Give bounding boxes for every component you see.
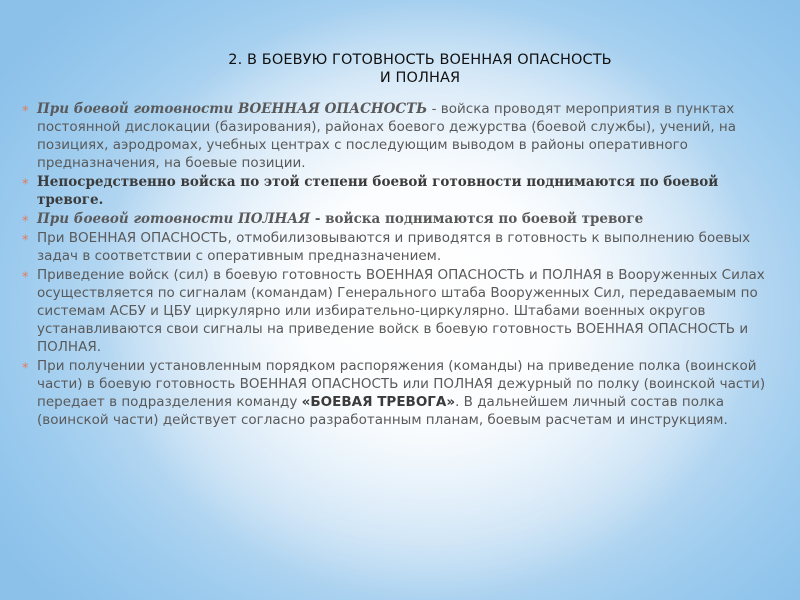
bullet-text: При ВОЕННАЯ ОПАСНОСТЬ, отмобилизовываются и приводятся в готовность к выполнению боевых задач в соответствии с оперативным предназначением. — [37, 230, 751, 264]
bullet-marker-icon: ⁎ — [22, 357, 29, 372]
bullet-marker-icon: ⁎ — [22, 266, 29, 281]
bullet-text: - войска поднимаются по боевой тревоге — [310, 211, 644, 227]
slide-title-line-2: И ПОЛНАЯ — [379, 70, 461, 86]
bullet-text: . В дальнейшем личный состав полка (воинской части) действует согласно разработанным планам, боевым расчетам и инструкциям. — [37, 394, 728, 428]
bullet-lead: При боевой готовности ВОЕННАЯ ОПАСНОСТЬ — [37, 101, 428, 117]
bullet-list — [20, 100, 786, 430]
bullet-text: Непосредственно войска по этой степени боевой готовности поднимаются по боевой тревоге. — [37, 174, 719, 208]
bullet-item — [20, 173, 786, 209]
bullet-marker-icon: ⁎ — [22, 229, 29, 244]
bullet-marker-icon: ⁎ — [22, 100, 29, 115]
slide-title-line-1: 2. В БОЕВУЮ ГОТОВНОСТЬ ВОЕННАЯ ОПАСНОСТЬ — [228, 52, 612, 68]
bullet-text: Приведение войск (сил) в боевую готовность ВОЕННАЯ ОПАСНОСТЬ и ПОЛНАЯ в Вооруженных Силах осуществляется по сигналам (командам) Генерального штаба Вооруженных Сил, передаваемым по системам АСБУ и ЦБУ циркулярно или избирательно-циркулярно. Штабами военных округов устанавливаются свои сигналы на приведение войск в боевую готовность ВОЕННАЯ ОПАСНОСТЬ и ПОЛНАЯ. — [37, 267, 765, 355]
bullet-item — [20, 100, 786, 172]
bullet-text: При получении установленным порядком распоряжения (команды) на приведение полка (воинской части) в боевую готовность ВОЕННАЯ ОПАСНОСТЬ или ПОЛНАЯ дежурный по полку (воинской части) передает в подразделения команду — [37, 358, 766, 410]
bullet-marker-icon: ⁎ — [22, 173, 29, 188]
bullet-text: - войска проводят мероприятия в пунктах постоянной дислокации (базирования), районах боевого дежурства (боевой службы), учений, на позициях, аэродромах, учебных центрах с последующим выводом в районы оперативного предназначения, на боевые позиции. — [37, 101, 737, 171]
bullet-item — [20, 266, 786, 356]
slide-title — [60, 51, 780, 87]
bullet-item — [20, 229, 786, 265]
bullet-item — [20, 210, 786, 228]
bullet-lead: При боевой готовности ПОЛНАЯ — [37, 211, 311, 227]
bullet-item — [20, 357, 786, 429]
bullet-marker-icon: ⁎ — [22, 210, 29, 225]
bullet-strong: «БОЕВАЯ ТРЕВОГА» — [301, 394, 456, 410]
